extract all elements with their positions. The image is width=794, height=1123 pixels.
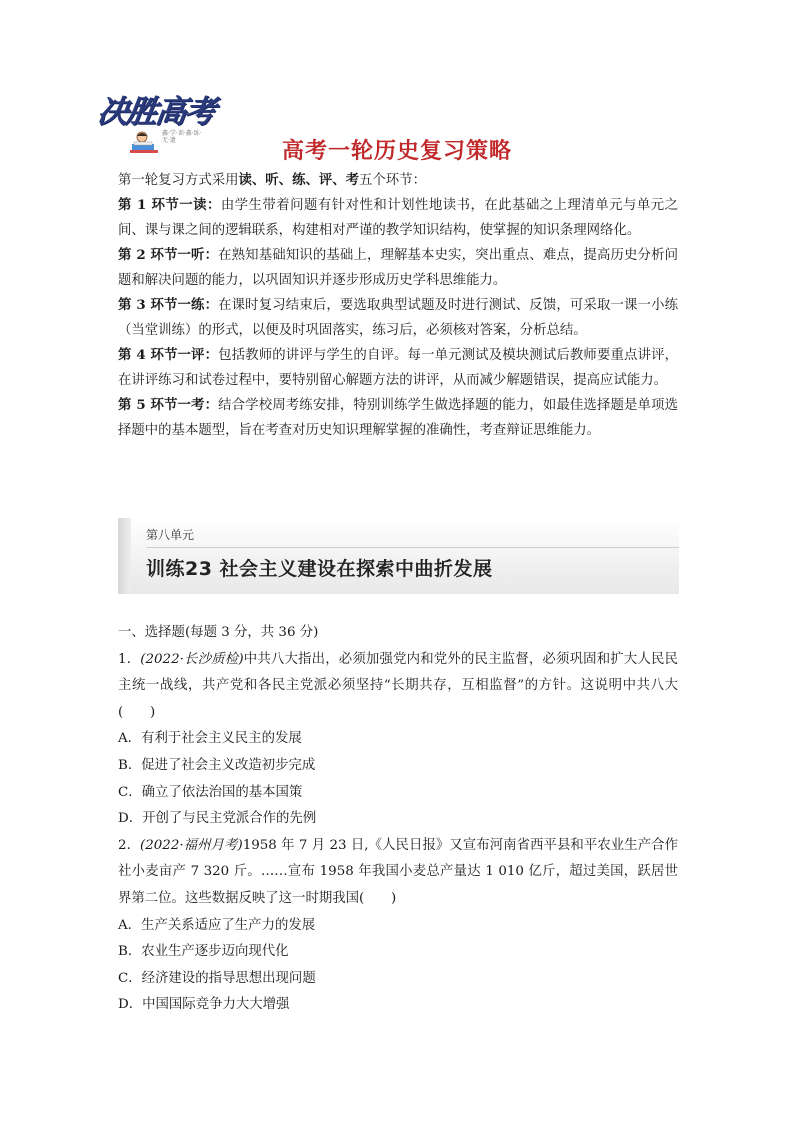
answer-option[interactable]: B．促进了社会主义改造初步完成 [118, 757, 316, 773]
questions-section [118, 620, 678, 1019]
question-text: 1958 年 7 月 23 日,《人民日报》又宣布河南省西平县和平农业生产合作社小麦亩产 7 320 斤。……宣布 1958 年我国小麦总产量达 1 010 亿斤，超过美国，跃居世界第二位。这些数据反映了这一时期我国( ) [118, 837, 678, 906]
step-paragraph [118, 193, 678, 243]
step-label: 第 3 环节一练： [118, 297, 219, 313]
strategy-section [118, 168, 678, 443]
banner-divider [146, 547, 679, 548]
answer-option[interactable]: B．农业生产逐步迈向现代化 [118, 944, 289, 960]
question-source: (2022·福州月考) [140, 837, 243, 853]
answer-option[interactable]: D．中国国际竞争力大大增强 [118, 997, 290, 1013]
step-text: 在课时复习结束后，要选取典型试题及时进行测试、反馈，可采取一课一小练（当堂训练）的形式，以便及时巩固落实，练习后，必须核对答案，分析总结。 [118, 298, 679, 338]
step-label: 第 5 环节一考： [118, 397, 219, 413]
exercise-title: 训练23 社会主义建设在探索中曲折发展 [146, 558, 493, 580]
logo-subtitle: 鑫·学·训·鑫·练·无·遗 [162, 130, 202, 144]
question-number: 1． [118, 651, 141, 667]
question-stem [118, 647, 678, 727]
step-label: 第 2 环节一听： [118, 247, 219, 263]
question-stem [118, 833, 678, 913]
intro-post: 五个环节： [359, 173, 426, 188]
intro-pre: 第一轮复习方式采用 [118, 173, 239, 188]
step-text: 由学生带着问题有针对性和计划性地读书，在此基础之上理清单元与单元之间、课与课之间的逻辑联系，构建相对严谨的教学知识结构，使掌握的知识条理网络化。 [118, 198, 679, 238]
step-paragraph [118, 293, 678, 343]
unit-label: 第八单元 [146, 528, 195, 542]
answer-option[interactable]: A．有利于社会主义民主的发展 [118, 731, 302, 747]
unit-banner [118, 518, 679, 594]
question-source: (2022·长沙质检) [140, 651, 244, 667]
step-text: 包括教师的讲评与学生的自评。每一单元测试及模块测试后教师要重点讲评，在讲评练习和试卷过程中，要特别留心解题方法的讲评，从而减少解题错误，提高应试能力。 [118, 348, 679, 388]
page-title: 高考一轮历史复习策略 [281, 139, 512, 164]
answer-option[interactable]: A．生产关系适应了生产力的发展 [118, 917, 316, 933]
intro-paragraph [118, 168, 678, 193]
answer-option[interactable]: C．经济建设的指导思想出现问题 [118, 970, 316, 986]
step-text: 结合学校周考练安排，特别训练学生做选择题的能力，如最佳选择题是单项选择题中的基本题型，旨在考查对历史知识理解掌握的准确性，考查辩证思维能力。 [118, 398, 679, 438]
step-text: 在熟知基础知识的基础上，理解基本史实，突出重点、难点，提高历史分析问题和解决问题的能力，以巩固知识并逐步形成历史学科思维能力。 [118, 248, 679, 288]
question-number: 2． [118, 837, 141, 853]
step-label: 第 1 环节一读： [118, 197, 221, 213]
answer-option[interactable]: C．确立了依法治国的基本国策 [118, 784, 303, 800]
question-text: 中共八大指出，必须加强党内和党外的民主监督，必须巩固和扩大人民民主统一战线，共产党和各民主党派必须坚持“长期共存，互相监督”的方针。这说明中共八大( ) [118, 651, 678, 720]
answer-option[interactable]: D．开创了与民主党派合作的先例 [118, 811, 317, 827]
step-paragraph [118, 343, 678, 393]
step-paragraph [118, 393, 678, 443]
logo-text: 决胜高考 [94, 94, 217, 130]
intro-bold: 读、听、练、评、考 [238, 172, 360, 188]
section-heading: 一、选择题(每题 3 分，共 36 分) [118, 625, 319, 640]
step-label: 第 4 环节一评： [118, 347, 219, 363]
step-paragraph [118, 243, 678, 293]
banner-accent-bar [118, 518, 131, 594]
